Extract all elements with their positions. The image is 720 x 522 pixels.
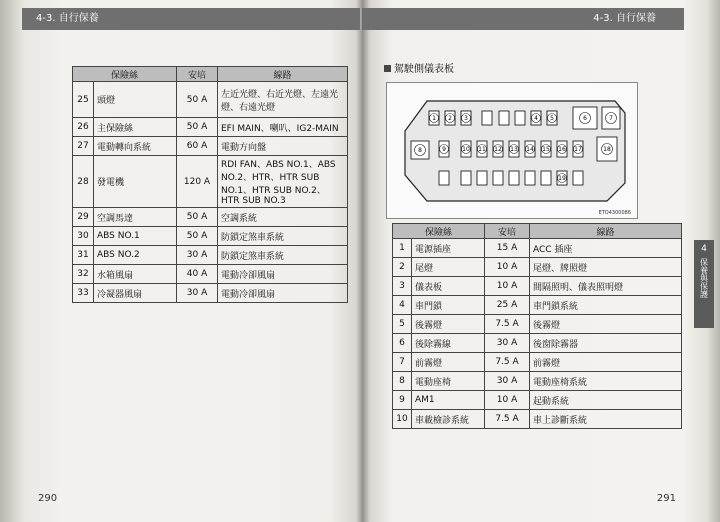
fuse-number: 32 <box>73 265 94 284</box>
fuse-number: 3 <box>393 277 412 296</box>
table-row <box>393 258 682 277</box>
fuse-circuit: 防鎖定煞車系統 <box>218 227 348 246</box>
fuse-ampere: 10 A <box>485 277 530 296</box>
fuse-ampere: 50 A <box>177 208 218 227</box>
fuse-ampere: 10 A <box>485 258 530 277</box>
left-header: 4-3. 自行保養 <box>22 8 360 30</box>
fuse-name: 空調馬達 <box>94 208 177 227</box>
table-row <box>393 391 682 410</box>
fuse-ampere: 30 A <box>485 334 530 353</box>
fuse-ampere: 60 A <box>177 137 218 156</box>
chapter-label: 保養與保護 <box>699 258 709 298</box>
fuse-number: 29 <box>73 208 94 227</box>
fuse-name: 主保險絲 <box>94 118 177 137</box>
table-header-row <box>393 224 682 239</box>
table-row <box>393 334 682 353</box>
fuse-label: 14 <box>526 146 534 154</box>
fuse-label: 11 <box>478 146 486 154</box>
table-row <box>73 156 348 208</box>
fuse-number: 26 <box>73 118 94 137</box>
fuse-circuit: 間隔照明、儀表照明燈 <box>530 277 682 296</box>
fuse-name: 後除霧線 <box>412 334 485 353</box>
fuse-number: 6 <box>393 334 412 353</box>
fuse-label: 1 <box>432 115 436 123</box>
fuse-name: 後霧燈 <box>412 315 485 334</box>
fuse-number: 31 <box>73 246 94 265</box>
col-fuse: 保險絲 <box>73 67 177 82</box>
fuse-number: 9 <box>393 391 412 410</box>
fuse-slot <box>525 171 535 185</box>
fuse-slot <box>461 171 471 185</box>
fuse-circuit: 防鎖定煞車系統 <box>218 246 348 265</box>
fuse-name: 前霧燈 <box>412 353 485 372</box>
table-row <box>393 410 682 429</box>
fuse-number: 27 <box>73 137 94 156</box>
fuse-label: 5 <box>550 115 554 123</box>
col-ampere: 安培 <box>485 224 530 239</box>
fuse-ampere: 10 A <box>485 391 530 410</box>
fuse-name: AM1 <box>412 391 485 410</box>
fuse-label: 7 <box>609 115 613 123</box>
fuse-label: 16 <box>558 146 566 154</box>
fuse-name: 水箱風扇 <box>94 265 177 284</box>
fuse-label: 10 <box>462 146 470 154</box>
table-row <box>73 118 348 137</box>
right-page-number: 291 <box>656 493 676 504</box>
fuse-ampere: 25 A <box>485 296 530 315</box>
table-row <box>393 353 682 372</box>
table-row <box>73 265 348 284</box>
fuse-number: 2 <box>393 258 412 277</box>
fuse-label: 19 <box>558 175 566 183</box>
fuse-table-left <box>72 66 348 303</box>
fuse-number: 10 <box>393 410 412 429</box>
chapter-tab <box>694 240 714 328</box>
fuse-label: 15 <box>542 146 550 154</box>
fuse-circuit: 尾燈、牌照燈 <box>530 258 682 277</box>
fuse-circuit: 電動冷卻風扇 <box>218 284 348 303</box>
fuse-label: 6 <box>583 115 587 123</box>
fuse-circuit: 車上診斷系統 <box>530 410 682 429</box>
left-page-number: 290 <box>38 493 58 504</box>
fuse-circuit: 電動方向盤 <box>218 137 348 156</box>
fuse-slot <box>515 111 525 125</box>
fuse-ampere: 50 A <box>177 82 218 118</box>
fuse-number: 8 <box>393 372 412 391</box>
fuse-circuit: 前霧燈 <box>530 353 682 372</box>
fuse-name: 電源插座 <box>412 239 485 258</box>
fuse-label: 18 <box>603 146 611 154</box>
fuse-number: 5 <box>393 315 412 334</box>
table-row <box>73 208 348 227</box>
table-row <box>393 372 682 391</box>
col-circuit: 線路 <box>530 224 682 239</box>
fuse-slot <box>482 111 492 125</box>
fuse-name: 頭燈 <box>94 82 177 118</box>
fuse-circuit: 空調系統 <box>218 208 348 227</box>
fuse-circuit: ACC 插座 <box>530 239 682 258</box>
fuse-slot <box>499 111 509 125</box>
col-circuit: 線路 <box>218 67 348 82</box>
table-row <box>73 284 348 303</box>
fuse-slot <box>439 171 449 185</box>
fuse-circuit: 電動冷卻風扇 <box>218 265 348 284</box>
fuse-slot <box>541 171 551 185</box>
fuse-ampere: 30 A <box>177 284 218 303</box>
fuse-number: 30 <box>73 227 94 246</box>
fuse-label: 8 <box>418 147 422 155</box>
fuse-ampere: 7.5 A <box>485 410 530 429</box>
fuse-name: 車載檢診系統 <box>412 410 485 429</box>
fuse-slot <box>477 171 487 185</box>
fuse-slot <box>509 171 519 185</box>
fuse-name: 尾燈 <box>412 258 485 277</box>
table-row <box>73 246 348 265</box>
section-title-text: 駕駛側儀表板 <box>394 64 454 75</box>
table-row <box>73 227 348 246</box>
fuse-number: 1 <box>393 239 412 258</box>
fuse-label: 3 <box>464 115 468 123</box>
fuse-ampere: 40 A <box>177 265 218 284</box>
fuse-number: 4 <box>393 296 412 315</box>
fuse-name: 電動座椅 <box>412 372 485 391</box>
fuse-number: 33 <box>73 284 94 303</box>
fuse-ampere: 30 A <box>485 372 530 391</box>
fuse-slot <box>493 171 503 185</box>
fuse-ampere: 7.5 A <box>485 353 530 372</box>
fuse-label: 4 <box>534 115 538 123</box>
table-row <box>393 239 682 258</box>
fuse-circuit: 後窗除霧器 <box>530 334 682 353</box>
fuse-number: 7 <box>393 353 412 372</box>
fuse-box-svg <box>387 83 637 218</box>
fuse-name: ABS NO.1 <box>94 227 177 246</box>
chapter-number: 4 <box>701 244 707 254</box>
fuse-name: 電動轉向系統 <box>94 137 177 156</box>
table-row <box>393 315 682 334</box>
fuse-circuit: RDI FAN、ABS NO.1、ABS NO.2、HTR、HTR SUB NO.1、HTR SUB NO.2、HTR SUB NO.3 <box>218 156 348 208</box>
fuse-circuit: 後霧燈 <box>530 315 682 334</box>
right-header: 4-3. 自行保養 <box>362 8 684 30</box>
fuse-label: 9 <box>442 146 446 154</box>
table-row <box>73 137 348 156</box>
col-fuse: 保險絲 <box>393 224 485 239</box>
fuse-ampere: 15 A <box>485 239 530 258</box>
fuse-circuit: 起動系統 <box>530 391 682 410</box>
col-ampere: 安培 <box>177 67 218 82</box>
right-page <box>362 0 720 522</box>
fuse-box-diagram <box>386 82 638 219</box>
fuse-name: 冷凝器風扇 <box>94 284 177 303</box>
fuse-ampere: 7.5 A <box>485 315 530 334</box>
section-title <box>384 60 454 75</box>
diagram-code: ETO4300086 <box>598 210 631 216</box>
fuse-table-right <box>392 223 682 429</box>
fuse-label: 2 <box>448 115 452 123</box>
fuse-ampere: 50 A <box>177 227 218 246</box>
fuse-number: 28 <box>73 156 94 208</box>
fuse-name: 發電機 <box>94 156 177 208</box>
square-bullet-icon <box>384 65 391 72</box>
fuse-circuit: EFI MAIN、喇叭、IG2-MAIN <box>218 118 348 137</box>
fuse-name: 儀表板 <box>412 277 485 296</box>
table-row <box>73 82 348 118</box>
fuse-slot <box>573 171 583 185</box>
table-row <box>393 296 682 315</box>
fuse-label: 12 <box>494 146 502 154</box>
fuse-circuit: 車門鎖系統 <box>530 296 682 315</box>
fuse-ampere: 30 A <box>177 246 218 265</box>
fuse-name: 車門鎖 <box>412 296 485 315</box>
fuse-label: 17 <box>574 146 582 154</box>
fuse-label: 13 <box>510 146 518 154</box>
fuse-circuit: 電動座椅系統 <box>530 372 682 391</box>
fuse-name: ABS NO.2 <box>94 246 177 265</box>
fuse-ampere: 50 A <box>177 118 218 137</box>
fuse-number: 25 <box>73 82 94 118</box>
table-row <box>393 277 682 296</box>
fuse-circuit: 左近光燈、右近光燈、左遠光燈、右遠光燈 <box>218 82 348 118</box>
table-header-row <box>73 67 348 82</box>
fuse-ampere: 120 A <box>177 156 218 208</box>
